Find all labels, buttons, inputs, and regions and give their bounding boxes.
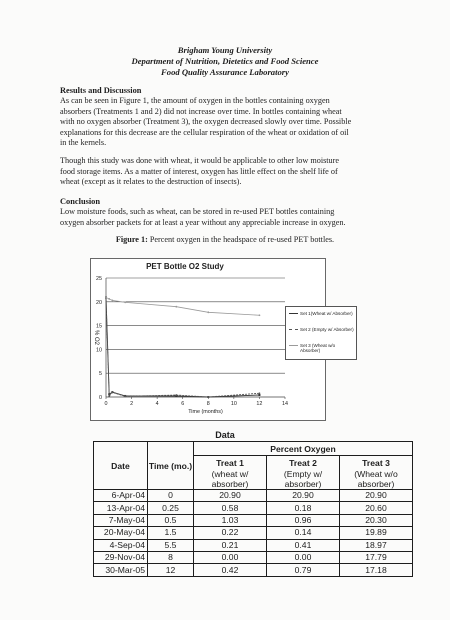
col-subheader-line: absorber) <box>284 479 322 489</box>
text-line: oxygen absorber packets for at least a year without any appreciable increase in oxygen. <box>60 217 346 227</box>
y-tick-label: 20 <box>96 299 102 306</box>
cell-date: 29-Nov-04 <box>94 551 148 563</box>
results-paragraph-2 <box>60 156 392 188</box>
legend-label: Set 2 (Empty w/ Absorber) <box>300 327 354 332</box>
cell-treat-3: 17.79 <box>340 551 413 563</box>
cell-treat-2: 0.18 <box>267 502 340 514</box>
x-tick-label: 4 <box>155 401 159 407</box>
data-point <box>207 311 209 313</box>
table-row <box>94 539 413 551</box>
cell-treat-3: 18.97 <box>340 539 413 551</box>
chart-legend <box>285 306 357 360</box>
text-line: with no oxygen absorber (Treatment 3), the oxygen decreased slowly over time. Possible <box>60 117 352 127</box>
table-row <box>94 502 413 514</box>
cell-treat-3: 20.60 <box>340 502 413 514</box>
cell-time: 0.5 <box>148 514 194 526</box>
cell-time: 0.25 <box>148 502 194 514</box>
y-tick-label: 25 <box>96 276 102 282</box>
cell-treat-2: 0.96 <box>267 514 340 526</box>
cell-treat-1: 0.21 <box>194 539 267 551</box>
cell-treat-2: 0.00 <box>267 551 340 563</box>
x-tick-label: 0 <box>104 401 108 407</box>
data-point <box>111 392 113 394</box>
table-row <box>94 490 413 502</box>
data-point <box>175 394 177 396</box>
cell-treat-1: 20.90 <box>194 490 267 502</box>
cell-time: 8 <box>148 551 194 563</box>
col-subheader-treat-2 <box>267 469 340 490</box>
col-subheader-treat-1 <box>194 469 267 490</box>
cell-date: 4-Sep-04 <box>94 539 148 551</box>
text-line: food storage items. As a matter of interest, oxygen has little effect on the shelf life of <box>60 166 338 176</box>
cell-date: 20-May-04 <box>94 527 148 539</box>
cell-treat-3: 20.90 <box>340 490 413 502</box>
legend-label: Set 1(Wheat w/ Absorber) <box>300 311 353 316</box>
cell-treat-1: 0.42 <box>194 564 267 576</box>
cell-time: 1.5 <box>148 527 194 539</box>
results-heading: Results and Discussion <box>60 86 142 95</box>
legend-label: Set 3 (Wheat w/o Absorber) <box>300 343 336 354</box>
x-tick-label: 12 <box>256 401 263 407</box>
cell-date: 6-Apr-04 <box>94 490 148 502</box>
text-line: absorbers (Treatments 1 and 2) did not increase over time. In bottles containing wheat <box>60 106 342 116</box>
col-subheader-treat-3 <box>340 469 413 490</box>
col-header-treat-3: Treat 3 <box>340 456 413 470</box>
text-line: As can be seen in Figure 1, the amount of oxygen in the bottles containing oxygen <box>60 96 330 105</box>
data-point <box>108 298 110 300</box>
cell-date: 7-May-04 <box>94 514 148 526</box>
conclusion-heading: Conclusion <box>60 197 101 206</box>
col-subheader-line: absorber) <box>211 479 249 489</box>
col-header-percent-oxygen: Percent Oxygen <box>194 442 413 456</box>
data-point <box>105 297 107 299</box>
x-tick-label: 14 <box>282 401 288 407</box>
text-line: wheat (except as it relates to the destruction of insects). <box>60 177 242 187</box>
y-tick-label: 10 <box>96 347 102 354</box>
cell-treat-3: 17.18 <box>340 564 413 576</box>
x-tick-label: 8 <box>206 401 210 407</box>
cell-treat-2: 20.90 <box>267 490 340 502</box>
text-line: in the kernels. <box>60 138 107 148</box>
cell-treat-3: 20.30 <box>340 514 413 526</box>
table-row <box>94 527 413 539</box>
col-subheader-line: (wheat w/ <box>211 469 249 479</box>
y-tick-label: 0 <box>99 395 102 401</box>
cell-treat-3: 19.89 <box>340 527 413 539</box>
cell-date: 30-Mar-05 <box>94 564 148 576</box>
col-header-date: Date <box>94 442 148 490</box>
chart-title: PET Bottle O2 Study <box>146 262 224 271</box>
col-header-time: Time (mo.) <box>148 442 194 490</box>
cell-time: 0 <box>148 490 194 502</box>
data-point <box>207 396 209 398</box>
cell-treat-1: 0.00 <box>194 551 267 563</box>
cell-treat-1: 1.03 <box>194 514 267 526</box>
cell-time: 5.5 <box>148 539 194 551</box>
data-point <box>258 394 260 396</box>
figure-label: Figure 1: <box>115 235 148 244</box>
header-lab: Food Quality Assurance Laboratory <box>161 67 289 77</box>
y-axis-label: % O2 <box>93 329 99 346</box>
table-row <box>94 564 413 576</box>
cell-treat-2: 0.41 <box>267 539 340 551</box>
data-point <box>259 314 261 316</box>
cell-treat-2: 0.79 <box>267 564 340 576</box>
x-axis-label: Time (months) <box>188 409 223 415</box>
cell-time: 12 <box>148 564 194 576</box>
table-row <box>94 551 413 563</box>
col-subheader-line: absorber) <box>357 479 395 489</box>
cell-treat-2: 0.14 <box>267 527 340 539</box>
figure-caption <box>0 235 450 244</box>
conclusion-paragraph <box>60 207 392 228</box>
y-tick-label: 5 <box>99 371 102 378</box>
col-subheader-line: (Empty w/ <box>283 469 323 479</box>
header-department: Department of Nutrition, Dietetics and Food Science <box>131 56 319 66</box>
legend-swatch <box>289 329 298 330</box>
data-point <box>124 395 126 397</box>
y-tick-label: 15 <box>96 323 102 330</box>
data-point <box>124 301 126 303</box>
x-tick-label: 2 <box>130 401 134 407</box>
legend-swatch <box>289 345 298 346</box>
data-point <box>108 395 110 397</box>
cell-treat-1: 0.22 <box>194 527 267 539</box>
cell-treat-1: 0.58 <box>194 502 267 514</box>
data-point <box>175 306 177 308</box>
x-tick-label: 6 <box>181 401 185 407</box>
text-line: Though this study was done with wheat, it would be applicable to other low moisture <box>60 156 340 165</box>
data-point <box>259 392 261 394</box>
cell-date: 13-Apr-04 <box>94 502 148 514</box>
header-university: Brigham Young University <box>177 45 273 55</box>
data-point <box>111 299 113 301</box>
col-header-treat-2: Treat 2 <box>267 456 340 470</box>
text-line: Low moisture foods, such as wheat, can be stored in re-used PET bottles containing <box>60 207 335 216</box>
legend-swatch <box>289 313 298 314</box>
data-table <box>93 441 413 577</box>
x-tick-label: 10 <box>230 401 237 407</box>
col-header-treat-1: Treat 1 <box>194 456 267 470</box>
table-header-row <box>94 442 413 456</box>
col-subheader-line: (Wheat w/o <box>354 469 398 479</box>
data-table-title: Data <box>215 430 235 440</box>
table-row <box>94 514 413 526</box>
text-line: explanations for this decrease are the cellular respiration of the wheat or oxidation of oil <box>60 127 349 137</box>
figure-caption-text: Percent oxygen in the headspace of re-used PET bottles. <box>147 235 335 244</box>
results-paragraph-1 <box>60 96 392 149</box>
